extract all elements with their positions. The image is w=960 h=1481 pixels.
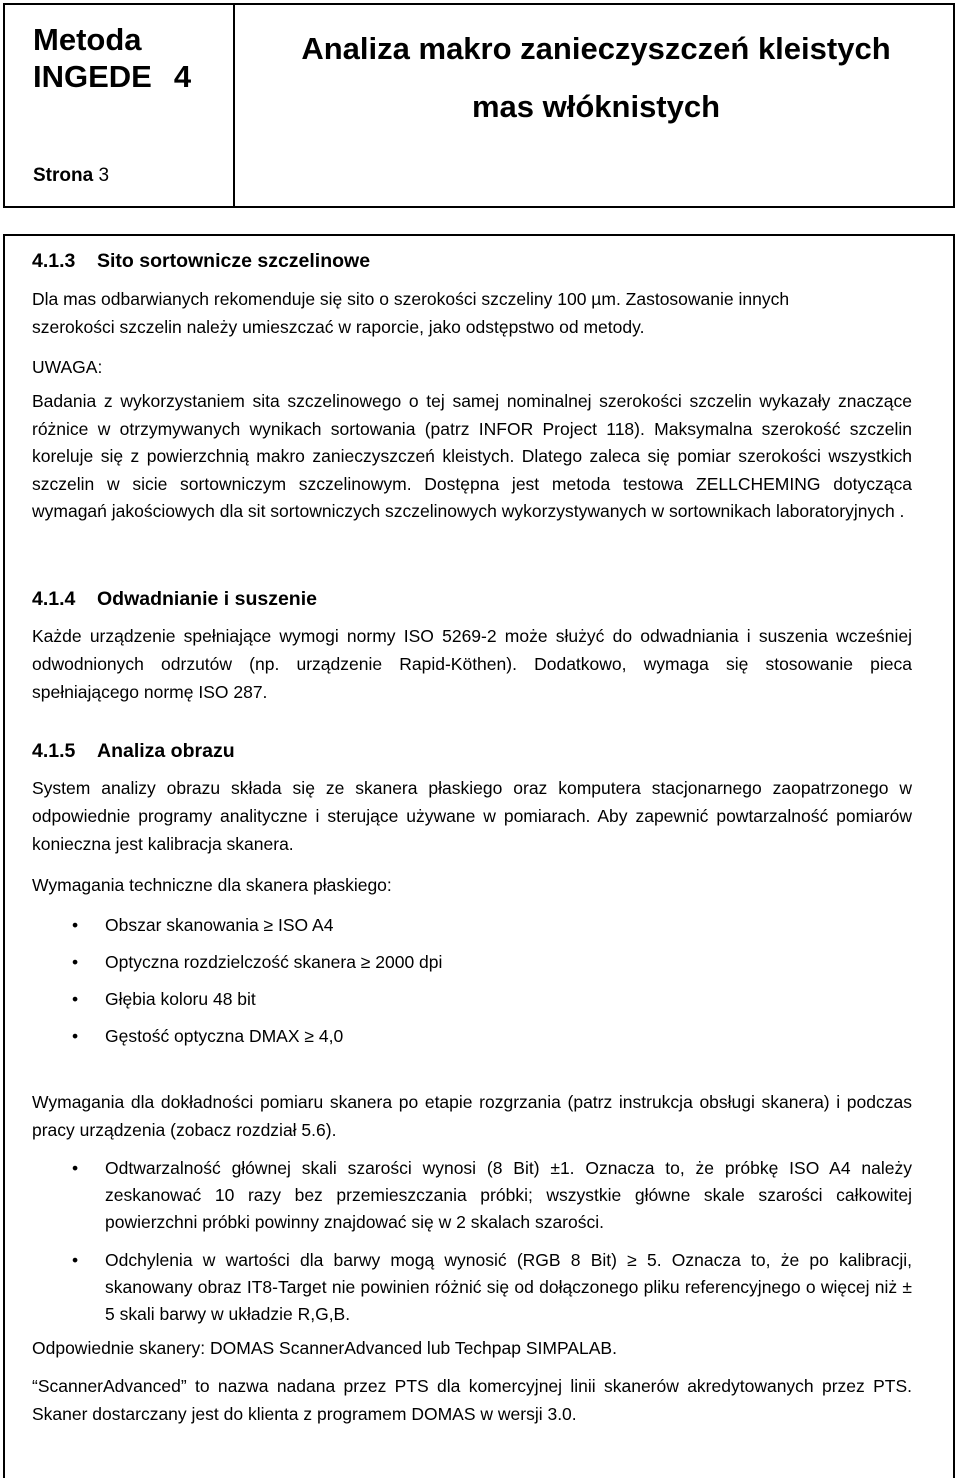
list-item: • Odchylenia w wartości dla barwy mogą wynosić (RGB 8 Bit) ≥ 5. Oznacza to, że po kalibracji, skanowany obraz IT8-Target nie powinien różnić się od dołączonego pliku referencyjnego o więcej niż ± 5 skali barwy w układzie R,G,B. <box>32 1247 912 1328</box>
accuracy-list <box>32 1155 912 1328</box>
bullet-icon: • <box>72 1158 79 1178</box>
page-indicator <box>33 165 109 187</box>
section-number: 4.1.3 <box>32 250 76 272</box>
suitable-scanners: Odpowiednie skanery: DOMAS ScannerAdvanced lub Techpap SIMPALAB. <box>32 1338 617 1358</box>
section-title: Sito sortownicze szczelinowe <box>97 250 371 272</box>
document-header <box>3 3 955 208</box>
list-item: • Obszar skanowania ≥ ISO A4 <box>32 907 912 944</box>
note-text: Badania z wykorzystaniem sita szczelinowego o tej samej nominalnej szerokości szczelin wykazały znaczące różnice w otrzymywanych wynikach sortowania (patrz INFOR Project 118). Maksymalna szerokość szczelin koreluje się z powierzchnią makro zanieczyszczeń kleistych. Dlatego zaleca się pomiar szerokości wszystkich szczelin w sicie sortowniczym szczelinowym. Dostępna jest metoda testowa ZELLCHEMING dotycząca wymagań jakościowych dla sit sortowniczych szczelinowych wykorzystywanych w sortownikach laboratoryjnych . <box>32 391 912 521</box>
accuracy-intro: Wymagania dla dokładności pomiaru skanera po etapie rozgrzania (patrz instrukcja obsługi skanera) i podczas pracy urządzenia (zobacz rozdział 5.6). <box>32 1092 912 1140</box>
method-name: Metoda <box>33 22 142 57</box>
tech-requirements-list <box>32 907 912 1055</box>
bullet-icon: • <box>72 989 79 1009</box>
document-title <box>235 20 957 136</box>
title-line-2: mas włóknistych <box>471 89 721 124</box>
method-org: INGEDE <box>33 59 152 94</box>
bullet-icon: • <box>72 1026 79 1046</box>
paragraph-image-analysis: System analizy obrazu składa się ze skanera płaskiego oraz komputera stacjonarnego zaopatrzonego w odpowiednie programy analityczne i sterujące używane w pomiarach. Aby zapewnić powtarzalność pomiarów konieczna jest kalibracja skanera. <box>32 778 912 854</box>
page-label: Strona <box>33 165 94 186</box>
section-heading-4-1-4 <box>32 588 317 611</box>
method-number: 4 <box>173 59 192 94</box>
bullet-icon: • <box>72 915 79 935</box>
list-item: • Optyczna rozdzielczość skanera ≥ 2000 dpi <box>32 944 912 981</box>
paragraph-line: szerokości szczelin należy umieszczać w raporcie, jako odstępstwo od metody. <box>32 317 645 337</box>
section-title: Odwadnianie i suszenie <box>97 588 317 610</box>
paragraph-drying: Każde urządzenie spełniające wymogi normy ISO 5269-2 może służyć do odwadniania i suszenia wcześniej odwodnionych odrzutów (np. urządzenie Rapid-Köthen). Dodatkowo, wymaga się stosowanie pieca spełniającego normę ISO 287. <box>32 626 912 702</box>
tech-requirements-label: Wymagania techniczne dla skanera płaskiego: <box>32 875 392 895</box>
method-label <box>33 21 191 95</box>
title-line-1: Analiza makro zanieczyszczeń kleistych <box>301 31 891 66</box>
list-item: • Gęstość optyczna DMAX ≥ 4,0 <box>32 1018 912 1055</box>
footnote: “ScannerAdvanced” to nazwa nadana przez PTS dla komercyjnej linii skanerów akredytowanych przez PTS. Skaner dostarczany jest do klienta z programem DOMAS w wersji 3.0. <box>32 1376 912 1424</box>
section-title: Analiza obrazu <box>97 740 235 762</box>
section-heading-4-1-5 <box>32 740 235 763</box>
page-number: 3 <box>98 165 110 186</box>
bullet-icon: • <box>72 1250 79 1270</box>
note-label: UWAGA: <box>32 357 103 377</box>
bullet-icon: • <box>72 952 79 972</box>
section-number: 4.1.5 <box>32 740 76 762</box>
paragraph-sieve-recommendation <box>32 285 912 341</box>
list-item: • Odtwarzalność głównej skali szarości wynosi (8 Bit) ±1. Oznacza to, że próbkę ISO A4 należy zeskanować 10 razy bez przemieszczania próbki; wszystkie główne skale szarości całkowitej powierzchni próbki powinny znajdować się w 2 skalach szarości. <box>32 1155 912 1236</box>
list-item: • Głębia koloru 48 bit <box>32 981 912 1018</box>
section-heading-4-1-3 <box>32 250 370 273</box>
section-number: 4.1.4 <box>32 588 76 610</box>
paragraph-line: Dla mas odbarwianych rekomenduje się sito o szerokości szczeliny 100 µm. Zastosowanie innych <box>32 289 790 309</box>
